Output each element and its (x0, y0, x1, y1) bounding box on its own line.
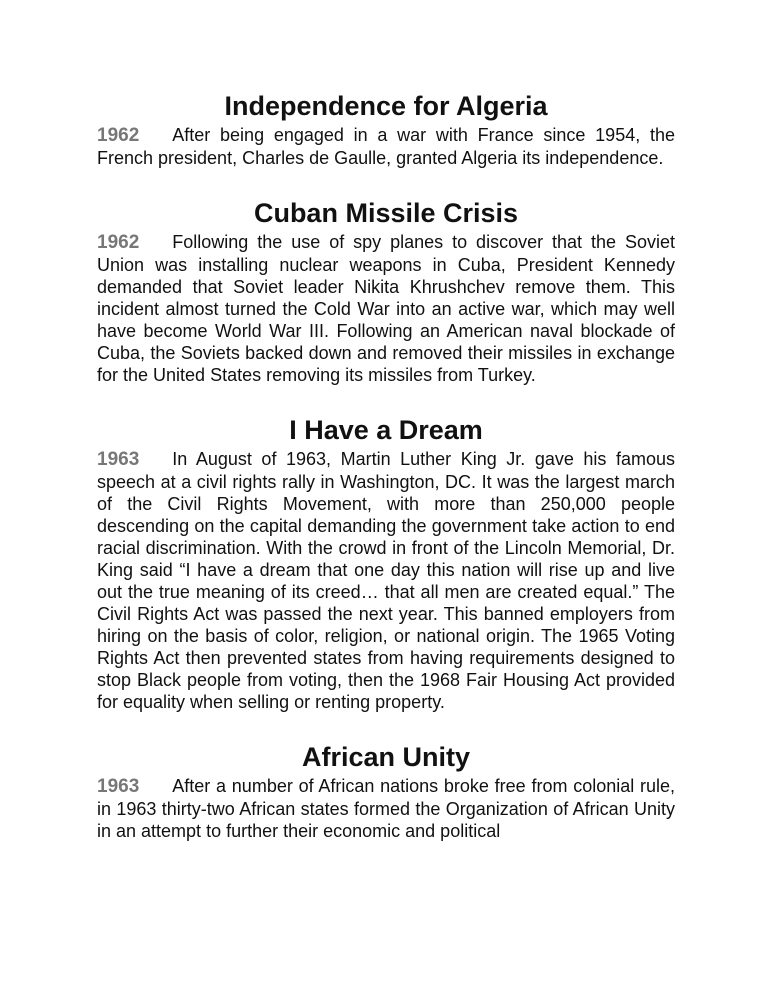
document-page (97, 88, 675, 868)
section-title: Independence for Algeria (224, 91, 548, 121)
section-body (97, 231, 675, 386)
section-year: 1962 (97, 125, 140, 146)
section-year: 1962 (97, 232, 140, 253)
section-independence-for-algeria (97, 88, 675, 169)
section-text: In August of 1963, Martin Luther King Jr. gave his famous speech at a civil rights rally in Washington, DC. It was the largest march of the Civil Rights Movement, with more than 250,000 people descending on the capital demanding the government take action to end racial discrimination. With the crowd in front of the Lincoln Memorial, Dr. King said “I have a dream that one day this nation will rise up and live out the true meaning of its creed… that all men are created equal.” The Civil Rights Act was passed the next year. This banned employers from hiring on the basis of color, religion, or national origin. The 1965 Voting Rights Act then prevented states from having requirements designed to stop Black people from voting, then the 1968 Fair Housing Act provided for equality when selling or renting property. (97, 449, 675, 712)
section-year: 1963 (97, 776, 140, 797)
section-title: I Have a Dream (289, 415, 483, 445)
section-african-unity (97, 739, 675, 842)
section-text: Following the use of spy planes to discover that the Soviet Union was installing nuclear weapons in Cuba, President Kennedy demanded that Soviet leader Nikita Khrushchev remove them. This incident almost turned the Cold War into an active war, which may well have become World War III. Following an American naval blockade of Cuba, the Soviets backed down and removed their missiles in exchange for the United States removing its missiles from Turkey. (97, 232, 675, 385)
section-body (97, 448, 675, 713)
section-i-have-a-dream (97, 412, 675, 713)
section-text: After a number of African nations broke free from colonial rule, in 1963 thirty-two African states formed the Organization of African Unity in an attempt to further their economic and political (97, 776, 675, 841)
section-year: 1963 (97, 449, 140, 470)
section-body (97, 124, 675, 169)
section-text: After being engaged in a war with France since 1954, the French president, Charles de Gaulle, granted Algeria its independence. (97, 125, 675, 168)
section-cuban-missile-crisis (97, 195, 675, 386)
section-title: Cuban Missile Crisis (253, 198, 519, 228)
section-body (97, 775, 675, 842)
section-title: African Unity (301, 742, 471, 772)
